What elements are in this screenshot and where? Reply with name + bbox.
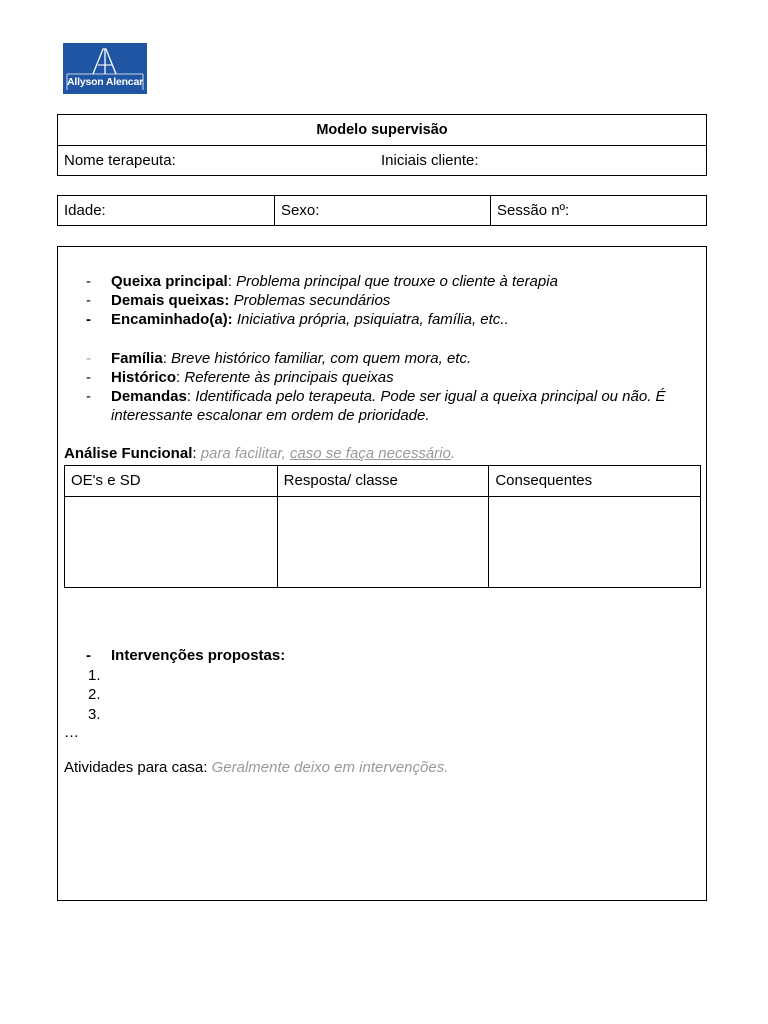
form-title: Modelo supervisão [58, 115, 706, 146]
cell-consequentes[interactable] [488, 497, 700, 587]
list-item [86, 646, 686, 666]
list-item [86, 310, 686, 329]
functional-analysis-hint-end: . [450, 445, 456, 462]
functional-analysis-label: Análise Funcional [64, 445, 193, 462]
column-header-oes-sd: OE's e SD [71, 472, 141, 489]
item-description: Referente às principais queixas [184, 369, 394, 386]
item-separator: : [227, 273, 237, 290]
list-item [86, 291, 686, 310]
info-row [57, 195, 707, 226]
item-description: Problemas secundários [233, 292, 391, 309]
session-number-field[interactable]: Sessão nº: [490, 196, 706, 225]
client-initials-field[interactable]: Iniciais cliente: [381, 152, 479, 169]
numbered-item-3[interactable]: 3. [88, 705, 101, 723]
bullet-list-complaints [86, 272, 686, 329]
item-term: Histórico [111, 369, 177, 386]
functional-analysis-heading [64, 444, 455, 463]
dash-marker: - [86, 311, 91, 328]
sex-field[interactable]: Sexo: [274, 196, 490, 225]
logo-text: Allyson Alencar [67, 76, 143, 88]
item-term: Queixa principal [111, 273, 228, 290]
ellipsis: … [64, 724, 79, 741]
item-description: Identificada pelo terapeuta. Pode ser igual a queixa principal ou não. É interessante escalonar em ordem de prioridade. [111, 388, 666, 424]
interventions-label: Intervenções propostas: [111, 647, 286, 664]
therapist-name-field[interactable]: Nome terapeuta: [64, 152, 176, 169]
header-box [57, 114, 707, 176]
main-box [57, 246, 707, 901]
functional-analysis-hint: para facilitar, [200, 445, 290, 462]
numbered-item-2[interactable]: 2. [88, 686, 101, 703]
column-header-resposta: Resposta/ classe [277, 466, 489, 496]
bullet-list-context [86, 349, 686, 425]
item-description: Breve histórico familiar, com quem mora, etc. [171, 350, 472, 367]
item-term: Família [111, 350, 163, 367]
dash-marker: - [86, 292, 91, 309]
table-row [65, 497, 700, 587]
table-header-row [65, 466, 700, 497]
header-row [58, 146, 706, 176]
item-description: Iniciativa própria, psiquiatra, família, etc.. [236, 311, 509, 328]
logo [63, 43, 147, 94]
list-item [86, 368, 686, 387]
cell-resposta[interactable] [277, 497, 489, 587]
dash-marker: - [86, 369, 91, 386]
age-field[interactable]: Idade: [64, 202, 106, 219]
dash-marker: - [86, 273, 91, 290]
cell-oes-sd[interactable] [65, 497, 277, 587]
dash-marker: - [86, 388, 91, 405]
numbered-item-1[interactable]: 1. [88, 666, 101, 684]
list-item [86, 349, 686, 368]
homework-line [64, 759, 448, 776]
item-term: Demandas [111, 388, 187, 405]
dash-marker: - [86, 350, 91, 367]
column-header-consequentes: Consequentes [488, 466, 700, 496]
item-separator: : [186, 388, 196, 405]
item-term: Demais queixas: [111, 292, 230, 309]
interventions-section [86, 646, 686, 724]
functional-analysis-separator: : [192, 445, 201, 462]
item-separator: : [162, 350, 172, 367]
functional-analysis-table [64, 465, 701, 588]
homework-label: Atividades para casa: [64, 759, 208, 776]
item-description: Problema principal que trouxe o cliente à terapia [236, 273, 558, 290]
item-separator: : [176, 369, 185, 386]
homework-hint: Geralmente deixo em intervenções. [211, 759, 449, 776]
functional-analysis-hint-link: caso se faça necessário [289, 445, 451, 462]
item-term: Encaminhado(a): [111, 311, 233, 328]
list-item [86, 387, 686, 425]
dash-marker: - [86, 647, 91, 664]
list-item [86, 272, 686, 291]
